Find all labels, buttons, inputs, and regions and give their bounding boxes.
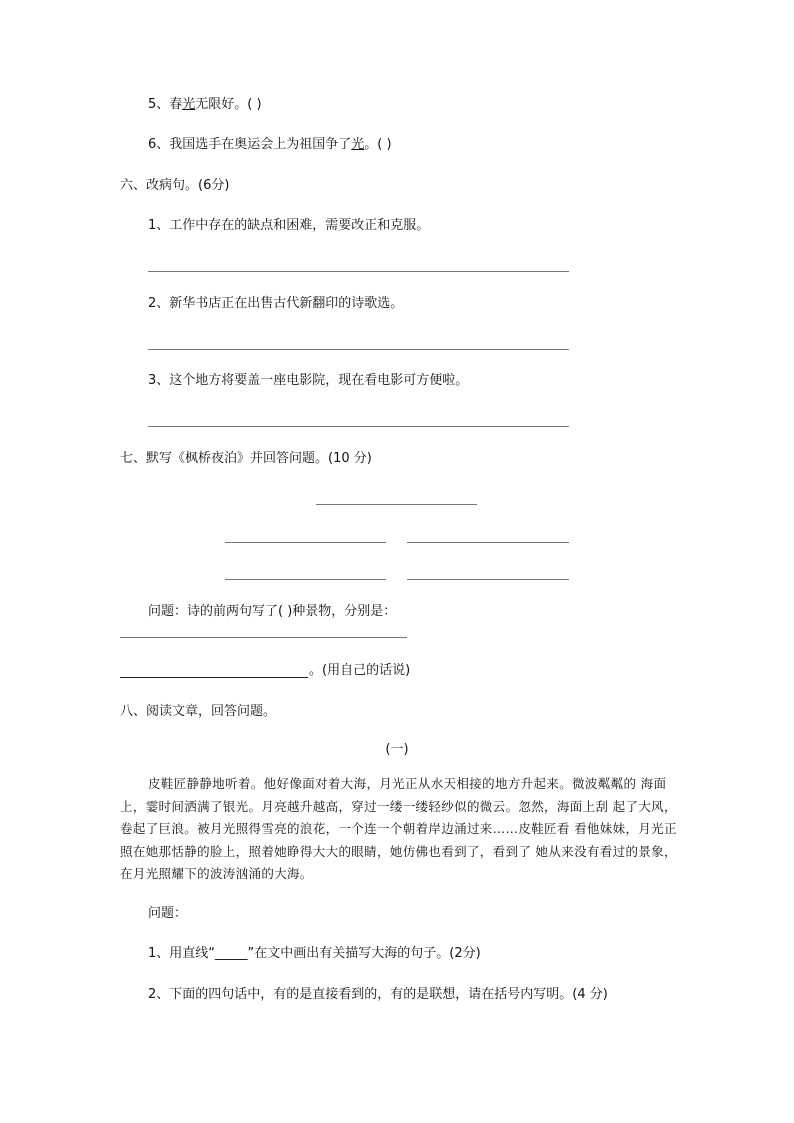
poem-line-2[interactable]: [407, 542, 569, 543]
question-5-text: 5、春: [148, 97, 183, 112]
reading-passage: 皮鞋匠静静地听着。他好像面对着大海，月光正从水天相接的地方升起来。微波粼粼的 海面上，霎时间洒满了银光。月亮越升越高，穿过一缕一缕轻纱似的微云。忽然，海面上刮 起了大风，卷起了巨浪。被月光照得雪亮的浪花，一个连一个朝着岸边涌过来……皮鞋匠看 看他妹妹，月光正照在她那恬静的脸上，照着她睁得大大的眼睛，她仿佛也看到了，看到了 她从来没有看过的景象，在月光照耀下的波涛汹涌的大海。: [120, 776, 677, 881]
poem-line-1[interactable]: [225, 542, 386, 543]
question-6: [148, 137, 392, 153]
question-6-text: 6、我国选手在奥运会上为祖国争了: [148, 137, 352, 152]
section-6-title: 六、改病句。(6分): [120, 178, 230, 193]
section-8-question-1: 1、用直线“_____”在文中画出有关描写大海的句子。(2分): [148, 946, 481, 961]
answer-line-6-1[interactable]: [148, 271, 569, 272]
section-7-question: 问题：诗的前两句写了( )种景物，分别是：: [148, 604, 397, 619]
section-6-question-2: 2、新华书店正在出售古代新翻印的诗歌选。: [148, 296, 404, 311]
question-6-underlined-char: 光: [351, 137, 365, 152]
section-8-question-2: 2、下面的四句话中，有的是直接看到的，有的是联想，请在括号内写明。(4 分): [148, 987, 608, 1002]
questions-label: 问题：: [148, 906, 188, 921]
question-6-bracket: 。( ): [364, 137, 392, 152]
section-6-question-3: 3、这个地方将要盖一座电影院，现在看电影可方便啦。: [148, 373, 469, 388]
poem-line-4[interactable]: [407, 579, 569, 580]
question-5-bracket: 无限好。( ): [195, 97, 262, 112]
poem-title-line[interactable]: [316, 504, 477, 505]
section-8-title: 八、阅读文章，回答问题。: [120, 704, 277, 719]
answer-line-7-b[interactable]: [120, 677, 308, 678]
question-5-underlined-char: 光: [182, 97, 196, 112]
section-7-title: 七、默写《枫桥夜泊》并回答问题。(10 分): [120, 451, 372, 466]
answer-line-7-a[interactable]: [120, 637, 407, 638]
question-5: [148, 97, 262, 113]
answer-line-6-2[interactable]: [148, 349, 569, 350]
passage-number: (一): [385, 742, 409, 757]
answer-line-6-3[interactable]: [148, 426, 569, 427]
section-6-question-1: 1、工作中存在的缺点和困难，需要改正和克服。: [148, 218, 430, 233]
poem-line-3[interactable]: [225, 579, 386, 580]
section-7-tail: 。(用自己的话说): [309, 663, 411, 678]
